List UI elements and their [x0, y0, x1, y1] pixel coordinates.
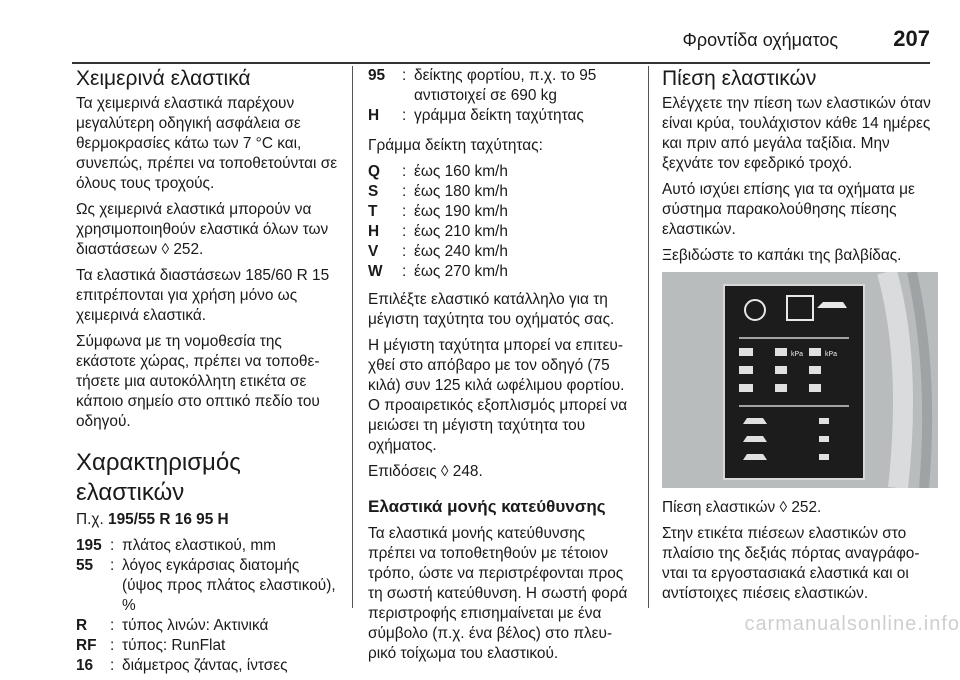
pressure-rows [739, 348, 821, 392]
definition-row: 16 : διάμετρος ζάντας, ίντσες [76, 656, 338, 676]
kpa-label: kPa [791, 351, 804, 358]
winter-tyres-heading: Χειμερινά ελαστικά [76, 67, 251, 90]
definition-value: λόγος εγκάρσιας διατομής (ύψος προς πλάτος ελαστικού), % [122, 557, 336, 614]
definition-row: R : τύπος λινών: Ακτινικά [76, 616, 338, 636]
column-divider [648, 66, 649, 608]
speed-value: έως 190 km/h [414, 203, 508, 220]
paragraph: Επιδόσεις ◊ 248. [368, 463, 483, 480]
definition-row: 95 : δείκτης φορτίου, π.χ. το 95 αντιστοιχεί σε 690 kg [368, 66, 634, 106]
sticker-icons [725, 286, 863, 478]
load-car-icons [743, 418, 829, 460]
speed-row: V : έως 240 km/h [368, 243, 508, 260]
definition-key: H [368, 107, 380, 124]
speed-index-table [368, 162, 508, 282]
speed-letter: W [368, 263, 383, 280]
definition-key: 16 [76, 657, 94, 674]
paragraph: Τα ελαστικά μονής κατεύθυνσης πρέπει να τοποθετηθούν με τέτοιον τρόπο, ώστε να περιστρέφονται προς τη σωστή κατεύθυνση. Η σωστή φορά περιστροφής επισημαίνεται με ένα σύμβολο (π.χ. ένα βέλος) στο πλευρικό τοίχωμα του ελαστικού. [368, 525, 628, 662]
paragraph: Τα χειμερινά ελαστικά παρέχουν μεγαλύτερη οδηγική ασφάλεια σε θερμοκρασίες κάτω των 7 °C και, συνεπώς, πρέπει να τοποθετούνται σε όλους τους τροχούς. [76, 95, 338, 192]
definition-value: τύπος: RunFlat [122, 637, 226, 654]
paragraph: Ως χειμερινά ελαστικά μπορούν να χρησιμοποιηθούν ελαστικά όλων των διαστάσεων ◊ 252. [76, 201, 329, 258]
speed-letter: Q [368, 163, 380, 180]
paragraph: Αυτό ισχύει επίσης για τα οχήματα με σύστημα παρακολούθησης πίεσης ελαστικών. [662, 181, 915, 238]
speed-row: Q : έως 160 km/h [368, 163, 508, 180]
example-code: 195/55 R 16 95 H [108, 511, 229, 528]
photo-caption: Πίεση ελαστικών ◊ 252. [662, 499, 822, 516]
speed-row: T : έως 190 km/h [368, 203, 508, 220]
tyre-pressure-sticker [723, 284, 865, 480]
speed-index-intro: Γράμμα δείκτη ταχύτητας: [368, 137, 543, 154]
definition-key: RF [76, 637, 97, 654]
definition-key: R [76, 617, 88, 634]
paragraph: Στην ετικέτα πιέσεων ελαστικών στο πλαίσιο της δεξιάς πόρτας αναγράφονται τα εργοστασιακά ελαστικά και οι αντίστοιχες πιέσεις ελαστικών. [662, 525, 920, 602]
speed-row: H : έως 210 km/h [368, 223, 508, 240]
definition-key: 195 [76, 537, 102, 554]
speed-value: έως 240 km/h [414, 243, 508, 260]
designation-example [76, 510, 338, 530]
speed-value: έως 210 km/h [414, 223, 508, 240]
speed-value: έως 270 km/h [414, 263, 508, 280]
page-number: 207 [893, 26, 930, 51]
tyre-icon [745, 300, 765, 320]
speed-letter: V [368, 243, 379, 260]
speed-row: W : έως 270 km/h [368, 263, 508, 280]
speed-row: S : έως 180 km/h [368, 183, 508, 200]
column-2 [368, 66, 634, 670]
section-title: Φροντίδα οχήματος [682, 30, 838, 50]
tyre-designation-heading: Χαρακτηρισμός ελαστικών [76, 449, 241, 506]
paragraph: Η μέγιστη ταχύτητα μπορεί να επιτευχθεί στο απόβαρο με τον οδηγό (75 κιλά) συν 125 κιλά ωφέλιμου φορτίου. Ο προαιρετικός εξοπλισμός μπορεί να μειώσει τη μέγιστη ταχύτητα του οχήματος. [368, 337, 628, 454]
definition-value: πλάτος ελαστικού, mm [122, 537, 276, 554]
definition-key: 55 [76, 557, 94, 574]
kpa-label: kPa [825, 351, 838, 358]
paragraph: Ελέγχετε την πίεση των ελαστικών όταν είναι κρύα, τουλάχιστον κάθε 14 ημέρες και πριν από μεγάλα ταξίδια. Μην ξεχνάτε τον εφεδρικό τροχό. [662, 95, 931, 172]
column-3 [662, 66, 938, 610]
column-divider [352, 66, 353, 608]
definition-row: 55 : λόγος εγκάρσιας διατομής (ύψος προς πλάτος ελαστικού), % [76, 556, 338, 616]
definition-value: δείκτης φορτίου, π.χ. το 95 αντιστοιχεί σε 690 kg [414, 67, 597, 104]
paragraph: Τα ελαστικά διαστάσεων 185/60 R 15 επιτρέπονται για χρήση μόνο ως χειμερινά ελαστικά. [76, 267, 330, 324]
speed-letter: S [368, 183, 379, 200]
load-speed-definitions [368, 66, 634, 126]
definition-value: διάμετρος ζάντας, ίντσες [122, 657, 288, 674]
tyre-pressure-label-photo [662, 272, 938, 488]
speed-letter: H [368, 223, 380, 240]
definition-value: τύπος λινών: Ακτινικά [122, 617, 269, 634]
speed-value: έως 160 km/h [414, 163, 508, 180]
paragraph: Ξεβιδώστε το καπάκι της βαλβίδας. [662, 247, 902, 264]
header-rule [72, 62, 930, 64]
example-prefix: Π.χ. [76, 511, 104, 528]
definition-key: 95 [368, 67, 386, 84]
paragraph: Σύμφωνα με τη νομοθεσία της εκάστοτε χώρας, πρέπει να τοποθετήσετε μια αυτοκόλλητη ετικέτα σε κάποιο σημείο στο οπτικό πεδίο του οδηγού. [76, 333, 320, 430]
tyre-pressure-heading: Πίεση ελαστικών [662, 67, 817, 90]
manual-book-icon [787, 296, 813, 320]
speed-letter: T [368, 203, 378, 220]
definition-row: RF : τύπος: RunFlat [76, 636, 338, 656]
definition-row: 195 : πλάτος ελαστικού, mm [76, 536, 338, 556]
paragraph: Επιλέξτε ελαστικό κατάλληλο για τη μέγιστη ταχύτητα του οχήματός σας. [368, 291, 615, 328]
definition-row: H : γράμμα δείκτη ταχύτητας [368, 106, 634, 126]
column-1 [76, 66, 338, 680]
speed-value: έως 180 km/h [414, 183, 508, 200]
watermark: carmanualsonline.info [744, 613, 960, 635]
car-icon [817, 302, 847, 308]
definition-value: γράμμα δείκτη ταχύτητας [414, 107, 584, 124]
designation-definitions [76, 536, 338, 676]
directional-tyres-heading: Ελαστικά μονής κατεύθυνσης [368, 497, 606, 516]
page-header [72, 24, 930, 64]
